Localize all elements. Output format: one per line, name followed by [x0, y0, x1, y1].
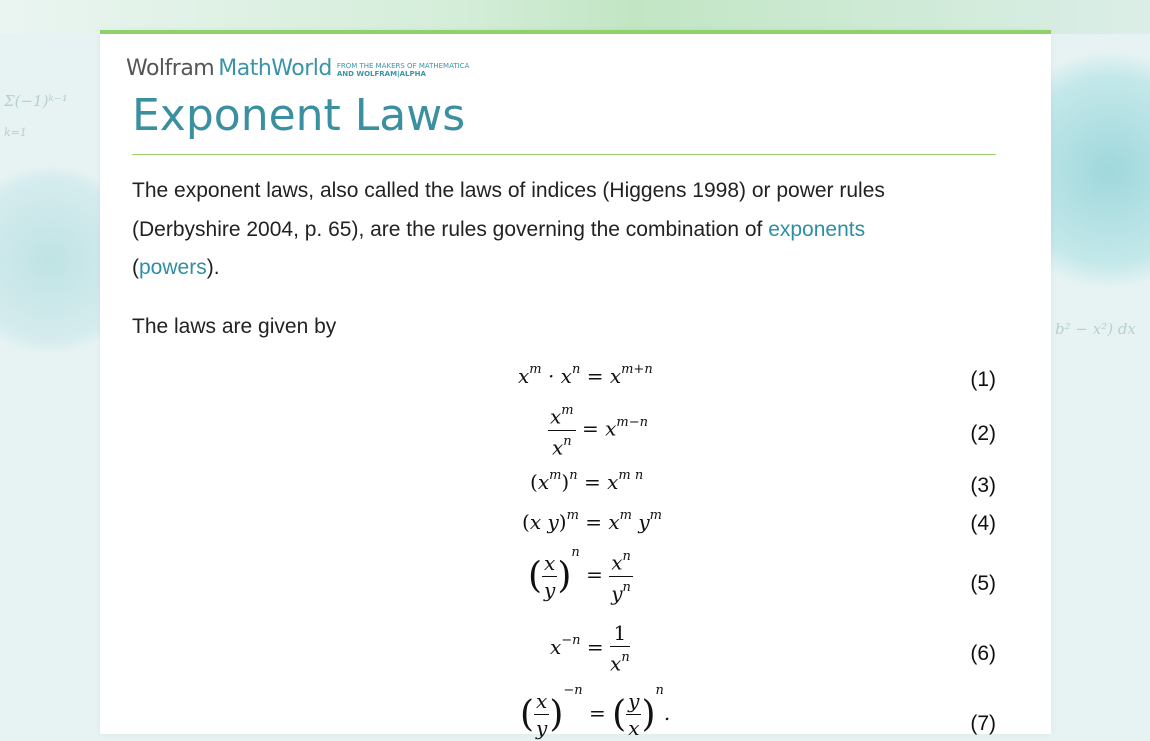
brand-tagline: [337, 62, 470, 78]
equation-formula: ( $\frac{x}{y}$ )$^{-n}$ = ( $\frac{y}{x}$ )$^n$.: [520, 683, 671, 740]
background-formula: Σ(−1)ᵏ⁻¹: [4, 92, 68, 110]
equation-number: (2): [970, 422, 996, 445]
tagline-line-2: AND WOLFRAM|ALPHA: [336, 70, 426, 78]
equation-number: (3): [970, 474, 996, 497]
page-title: Exponent Laws: [132, 90, 466, 141]
equation-formula: $(x^m)^n = x^{m n}$: [530, 468, 644, 494]
equation-number: (6): [970, 642, 996, 665]
equation-number: (7): [970, 712, 996, 735]
equation-formula: ( $\frac{x}{y}$ )$^n$ = $\frac{x^n}{y^n}$: [528, 545, 631, 606]
equation-number: (1): [970, 368, 996, 391]
article-card: [100, 30, 1051, 740]
laws-intro: The laws are given by: [132, 315, 337, 338]
equation-number: (5): [970, 572, 996, 595]
title-divider: [132, 154, 996, 155]
exponents-link[interactable]: exponents: [768, 217, 866, 241]
powers-link[interactable]: powers: [139, 256, 207, 279]
mathworld-logo[interactable]: [126, 56, 469, 81]
background-formula: k=1: [4, 126, 27, 139]
tagline-line-1: FROM THE MAKERS OF MATHEMATICA: [336, 62, 470, 70]
equation-number: (4): [970, 512, 996, 535]
top-band: [0, 0, 1150, 34]
equation-formula: (x $y)^m = x^m$ $y^m$: [522, 508, 662, 534]
equation-formula: $x^{-n}$ = $\frac{1}{x^n}$: [550, 621, 630, 676]
intro-paragraph: [132, 172, 952, 288]
intro-text: (: [132, 256, 139, 279]
equation-formula: $\frac{x^m}{x^n}$ = $x^{m-n}$: [548, 400, 648, 460]
brand-mathworld: MathWorld: [218, 56, 332, 81]
equation-formula: $x^m \cdot x^n = x^{m+n}$: [518, 362, 653, 388]
intro-text: ).: [206, 256, 220, 279]
intro-text: The exponent laws, also called the laws of indices (Higgens 1998) or power rules (Derbyshire 2004, p. 65), are the rules governing the combination of: [132, 179, 885, 241]
brand-wolfram: Wolfram: [126, 56, 215, 81]
background-formula: b² − x²) dx: [1055, 320, 1136, 338]
